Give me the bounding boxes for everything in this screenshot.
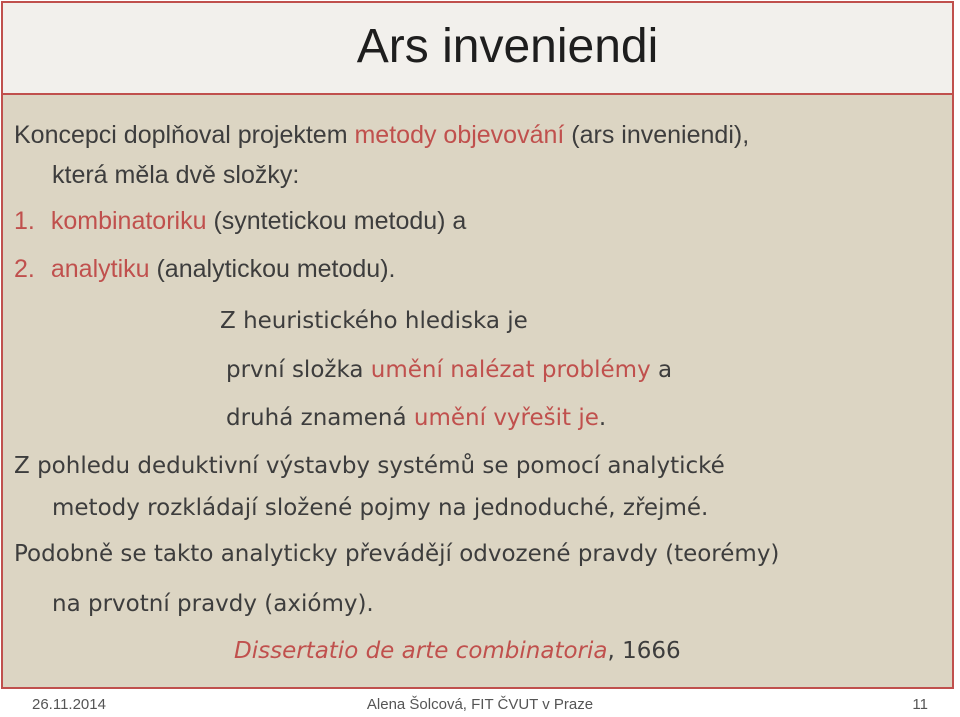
paragraph-1-line-2: která měla dvě složky: [52,161,300,189]
footer-date: 26.11.2014 [32,696,106,713]
reference-title: Dissertatio de arte combinatoria [234,638,608,664]
reference-year: , 1666 [607,638,681,664]
heuristic-line-2 [226,357,672,383]
list-rest: (analytickou metodu). [149,255,396,283]
reference-line [234,638,681,664]
paragraph-3-line-1: Podobně se takto analyticky převádějí odvozené pravdy (teorémy) [14,541,780,567]
footer-author: Alena Šolcová, FIT ČVUT v Praze [366,696,594,713]
paragraph-1-line-1 [14,121,749,150]
list-item-2 [14,255,395,284]
heur-highlight: umění nalézat problémy [370,357,651,383]
footer-page-number: 11 [912,696,928,713]
heur-text: druhá znamená [226,405,414,431]
list-term: analytiku [50,255,150,283]
heur-text: a [650,357,673,383]
heur-highlight: umění vyřešit je [413,405,599,431]
list-number: 1. [14,207,35,235]
p1-text-a: Koncepci doplňoval projektem [14,121,355,149]
content-box [1,95,954,689]
p1-text-c: (ars inveniendi), [564,121,750,149]
heuristic-line-1: Z heuristického hlediska je [220,308,528,334]
heuristic-line-3 [226,405,606,431]
paragraph-2-line-1: Z pohledu deduktivní výstavby systémů se pomocí analytické [14,453,725,479]
paragraph-2-line-2: metody rozkládají složené pojmy na jednoduché, zřejmé. [52,495,709,521]
list-term: kombinatoriku [50,207,207,235]
paragraph-3-line-2: na prvotní pravdy (axiómy). [52,591,374,617]
slide-title: Ars inveniendi [356,20,659,73]
heur-text: . [598,405,607,431]
heur-text: první složka [226,357,371,383]
list-item-1 [14,207,466,236]
list-rest: (syntetickou metodu) a [206,207,467,235]
p1-highlight: metody objevování [354,121,565,149]
title-box [1,1,954,95]
list-number: 2. [14,255,35,283]
